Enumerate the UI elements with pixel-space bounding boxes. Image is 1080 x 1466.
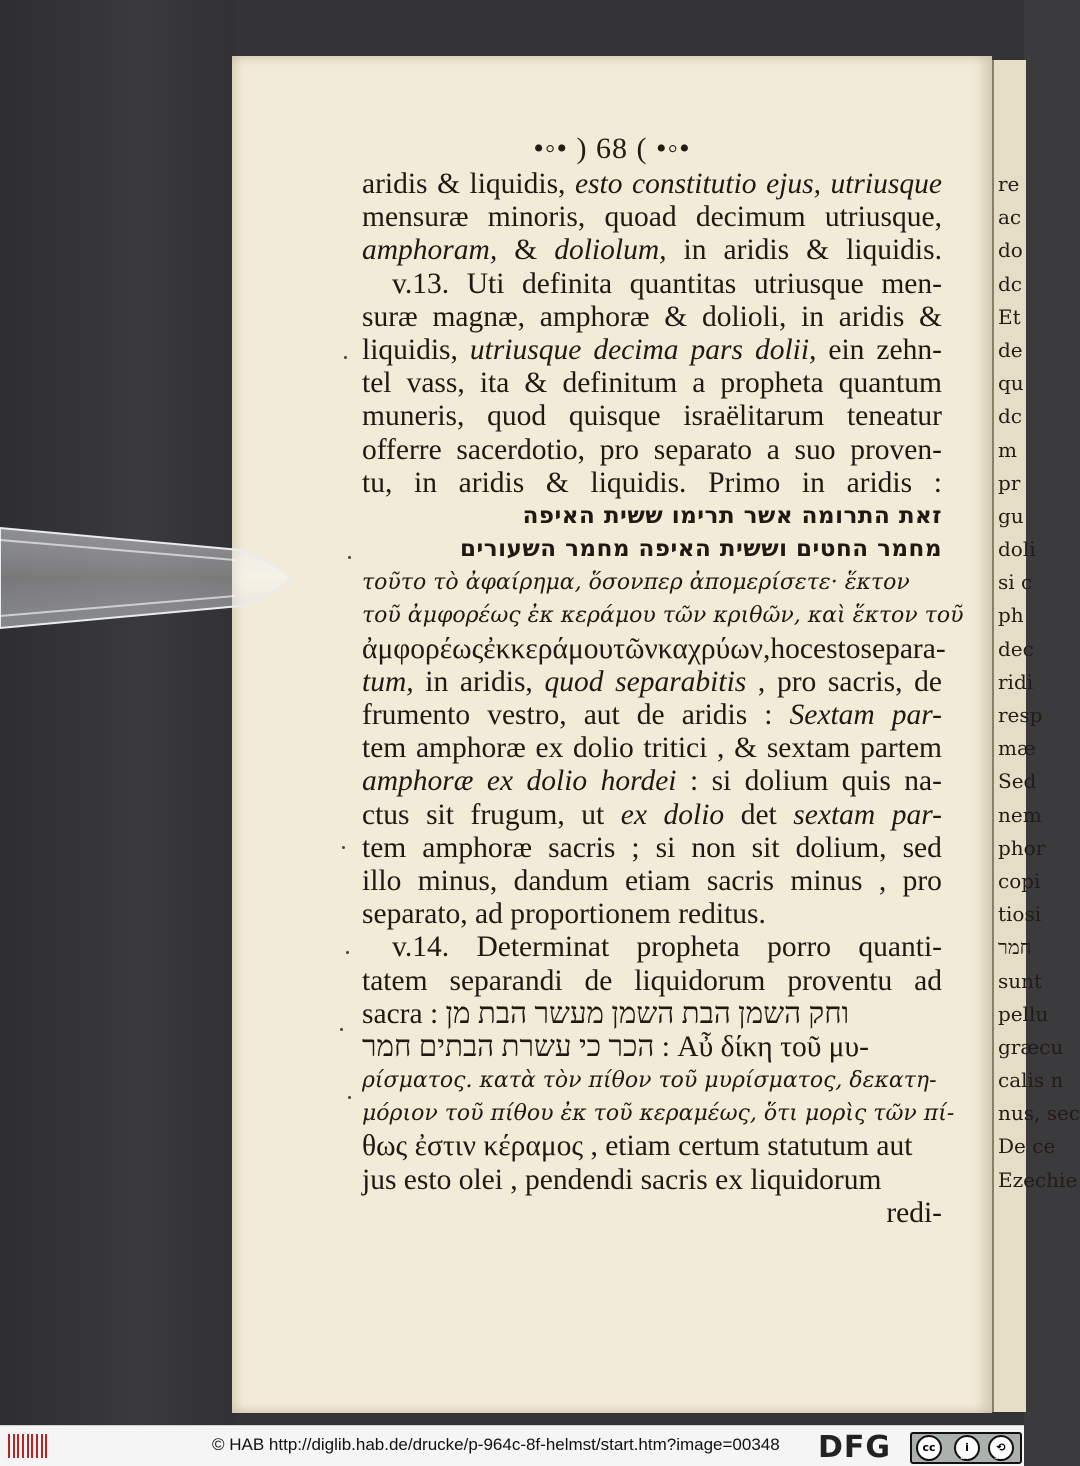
word: offerre	[362, 433, 442, 466]
word: utriusque,	[824, 201, 942, 234]
word: sacris	[706, 864, 775, 897]
margin-word: ph	[998, 603, 1024, 628]
word: tum,	[362, 665, 414, 698]
word: quoad	[604, 201, 677, 234]
word: separandi	[449, 964, 563, 997]
text-line	[362, 865, 942, 898]
word: τῶν	[613, 632, 658, 665]
word: aut	[583, 699, 620, 731]
word: illo	[362, 864, 402, 897]
text-line	[362, 367, 942, 400]
margin-word: si c	[998, 570, 1033, 595]
word: na-	[904, 765, 942, 798]
text-line	[362, 799, 942, 832]
word: amphoræ	[539, 300, 650, 333]
word: aridis	[458, 466, 525, 499]
word: tu,	[362, 466, 393, 499]
word: dolium	[744, 765, 829, 798]
word: ;	[631, 831, 640, 864]
word: aridis	[681, 699, 748, 731]
word: ad	[914, 964, 942, 997]
margin-word: tiosi	[998, 902, 1042, 927]
word: tatem	[362, 964, 428, 997]
book-page	[232, 56, 992, 1413]
text-line	[362, 965, 942, 998]
word: pro	[902, 864, 942, 897]
margin-marks	[336, 356, 356, 1256]
word: dolioli,	[701, 300, 787, 333]
text-line: separato, ad proportionem reditus.	[362, 898, 766, 931]
margin-word: pellu	[998, 1001, 1049, 1026]
word: :	[689, 765, 699, 798]
text-line	[362, 832, 942, 865]
word: ,	[757, 665, 766, 698]
catchword: redi-	[886, 1196, 942, 1229]
word: dolio	[526, 765, 588, 798]
word: doliolum,	[554, 234, 667, 267]
word: si	[711, 765, 732, 798]
word: det	[740, 798, 777, 831]
word: definita	[522, 267, 613, 300]
word: de	[636, 699, 665, 731]
text-line	[362, 434, 942, 467]
mixed-line: θως ἐστιν κέραμος , etiam certum statutum aut	[362, 1130, 913, 1163]
word: dolium,	[795, 831, 887, 864]
dfg-logo: DFG	[818, 1430, 892, 1465]
margin-word: re	[998, 172, 1020, 196]
word: liquidis,	[469, 168, 566, 200]
word: tem	[362, 732, 407, 765]
word: Uti	[466, 267, 505, 300]
word: zehn-	[876, 333, 942, 366]
hebrew-line: זאת התרומה אשר תרימו ששית האיפה	[522, 502, 942, 529]
word: quis	[841, 765, 891, 798]
mixed-line: sacra : וחק השמן הבת השמן מעשר הבת מן	[362, 997, 850, 1030]
word: sit	[751, 831, 780, 864]
word: non	[691, 831, 736, 864]
text-line	[362, 931, 942, 964]
word: hordei	[600, 765, 677, 798]
text-line	[362, 467, 942, 500]
margin-word: do	[998, 238, 1023, 263]
mixed-line: jus esto olei , pendendi sacris ex liquidorum	[362, 1163, 882, 1196]
word: liquidis.	[590, 466, 687, 499]
word: quantitas	[629, 267, 737, 300]
word: ex	[620, 798, 647, 831]
word: constitutio	[631, 168, 757, 200]
word: ita	[479, 367, 510, 400]
text-line	[362, 732, 942, 765]
word: decima	[593, 333, 679, 366]
word: israëlitarum	[683, 400, 825, 433]
attribution-icon: i	[954, 1435, 980, 1461]
text-line	[362, 201, 942, 234]
word: ἐκ	[483, 632, 511, 665]
text-line	[362, 168, 942, 201]
margin-word: m	[998, 437, 1017, 462]
word: vass,	[406, 367, 465, 400]
word: pars	[690, 333, 743, 366]
word: liquidis.	[846, 234, 942, 267]
margin-word: Ezechie	[998, 1167, 1078, 1192]
greek-line: μόριον τοῦ πίθου ἐκ τοῦ κεραμέως, ὅτι μορὶς τῶν πί-	[362, 1101, 955, 1127]
margin-word: qu	[998, 371, 1024, 396]
word: par-	[891, 798, 942, 831]
word: frumento	[362, 699, 471, 731]
word: de	[584, 964, 613, 997]
word: :	[933, 466, 942, 499]
word: quisque	[568, 400, 661, 433]
word: separato	[653, 433, 753, 466]
word: &	[514, 234, 538, 267]
word: liquidorum	[634, 964, 766, 997]
word: liquidis,	[362, 333, 458, 366]
word: v.14.	[392, 931, 450, 964]
margin-word: calis n	[998, 1068, 1064, 1093]
word: utriusque	[469, 333, 582, 366]
margin-word: sunt	[998, 968, 1043, 993]
word: frugum,	[470, 798, 565, 831]
word: ex	[535, 732, 564, 765]
word: mensuræ	[362, 201, 469, 234]
word: καχρύων,	[657, 632, 771, 665]
word: dandum	[513, 864, 609, 897]
word: separabitis	[615, 665, 747, 698]
cc-license-badge[interactable]	[910, 1432, 1022, 1464]
word: amphoræ	[362, 765, 474, 798]
word: ein	[828, 333, 865, 366]
next-page-text	[998, 168, 1080, 1197]
word: &	[919, 300, 942, 333]
word: proven-	[850, 433, 942, 466]
margin-word: mæ	[998, 736, 1036, 761]
word: sit	[426, 798, 454, 831]
text-line	[362, 400, 942, 433]
word: sextam	[793, 798, 876, 831]
word: κεράμου	[510, 632, 614, 665]
background-strip	[0, 0, 236, 1425]
word: a	[692, 367, 706, 400]
word: hoc	[770, 632, 813, 665]
word: amphoræ	[415, 732, 526, 765]
word: ex	[486, 765, 514, 798]
word: dolio	[573, 732, 634, 765]
margin-word: de	[998, 337, 1023, 362]
word: Sextam	[789, 699, 875, 731]
hab-logo	[8, 1434, 48, 1458]
word: magnæ,	[432, 300, 526, 333]
word: amphoram,	[362, 234, 498, 267]
margin-word: nus, sec	[998, 1101, 1080, 1126]
word: esto	[574, 168, 623, 200]
margin-word: חמר	[998, 935, 1032, 960]
word: &	[524, 367, 548, 400]
source-url-link[interactable]: © HAB http://diglib.hab.de/drucke/p-964c-8f-helmst/start.htm?image=00348	[212, 1435, 780, 1454]
word: sacris	[548, 831, 616, 864]
word: esto	[812, 632, 861, 665]
margin-word: dec	[998, 636, 1034, 661]
by-label: BY	[960, 1452, 970, 1461]
word: aridis	[846, 466, 913, 499]
margin-word: Sed	[998, 769, 1037, 794]
text-line	[362, 234, 942, 267]
hebrew-line: מחמר החטים וששית האיפה מחמר השעורים	[459, 536, 942, 563]
word: par-	[891, 699, 942, 731]
word: suræ	[362, 300, 418, 333]
text-line	[362, 765, 942, 798]
word: dolii,	[754, 333, 817, 366]
margin-word: ridi	[998, 669, 1034, 694]
word: &	[545, 466, 569, 499]
word: Determinat	[476, 931, 610, 964]
word: vestro,	[487, 699, 567, 731]
margin-word: De ce	[998, 1134, 1056, 1159]
word: minus,	[417, 864, 498, 897]
word: definitum	[562, 367, 678, 400]
transparent-ruler	[0, 520, 470, 640]
word: in	[683, 234, 707, 267]
word: propheta	[720, 367, 824, 400]
margin-word: gu	[998, 503, 1024, 528]
cc-icon: cc	[916, 1435, 942, 1461]
text-line	[362, 301, 942, 334]
word: etiam	[624, 864, 691, 897]
share-alike-icon: ⟲	[988, 1435, 1014, 1461]
word: pro	[599, 433, 640, 466]
text-line	[362, 666, 942, 699]
word: amphoræ	[422, 831, 533, 864]
word: sed	[902, 831, 942, 864]
text-line	[362, 334, 942, 367]
word: utriusque	[753, 267, 864, 300]
word: in	[801, 466, 825, 499]
margin-word: græcu	[998, 1034, 1064, 1059]
margin-word: phor	[998, 835, 1046, 860]
sa-label: SA	[994, 1452, 1005, 1461]
word: ,	[717, 732, 725, 765]
mixed-line: הכר כי עשרת הבתים חמר : Αὖ δίκη τοῦ μυ-	[362, 1030, 869, 1063]
margin-word: Et	[998, 304, 1021, 329]
word: minus	[790, 864, 863, 897]
word: quanti-	[858, 931, 942, 964]
word: utriusque	[830, 168, 942, 200]
margin-word: resp	[998, 703, 1043, 727]
word: separa-	[860, 632, 946, 665]
greek-line: ρίσματος. κατὰ τὸν πίθον τοῦ μυρίσματος, δεκατη-	[362, 1068, 937, 1094]
word: proventu	[787, 964, 893, 997]
margin-word: dc	[998, 404, 1023, 429]
word: quod	[544, 665, 604, 698]
word: ejus,	[766, 168, 821, 200]
body-text	[362, 168, 964, 1230]
word: aridis,	[459, 665, 533, 698]
word: :	[764, 699, 773, 731]
word: porro	[767, 931, 832, 964]
text-line	[362, 268, 942, 301]
word: men-	[881, 267, 942, 300]
viewer-footer	[0, 1425, 1024, 1466]
word: de	[914, 665, 942, 698]
word: &	[437, 168, 461, 200]
word: tritici	[643, 732, 708, 765]
word: &	[734, 732, 758, 765]
next-page-edge	[992, 60, 1080, 1412]
text-line	[362, 699, 942, 732]
margin-word: nem	[998, 802, 1042, 827]
word: partem	[860, 732, 942, 765]
word: &	[806, 234, 830, 267]
word: ἀμφορέως	[362, 632, 484, 665]
word: quod	[487, 400, 547, 433]
word: minoris,	[487, 201, 586, 234]
word: suo	[794, 433, 836, 466]
word: sextam	[766, 732, 851, 765]
word: Primo	[708, 466, 781, 499]
margin-word: doli	[998, 537, 1036, 562]
word: &	[664, 300, 688, 333]
word: si	[655, 831, 676, 864]
greek-line: τοῦ ἀμφορέως ἐκ κεράμου τῶν κριθῶν, καὶ ἕκτον τοῦ	[362, 603, 964, 629]
word: ctus	[362, 798, 410, 831]
word: sacerdotio,	[456, 433, 586, 466]
word: a	[766, 433, 780, 466]
word: teneatur	[846, 400, 942, 433]
page-header: •◦• ) 68 ( •◦•	[533, 132, 691, 165]
margin-word: pr	[998, 470, 1021, 495]
word: propheta	[636, 931, 740, 964]
greek-line: τοῦτο τὸ ἀφαίρημα, ὅσονπερ ἀπομερίσετε· ἕκτον	[362, 570, 910, 596]
word: decimum	[695, 201, 806, 234]
word: ,	[878, 864, 887, 897]
word: in	[425, 665, 449, 698]
word: in	[801, 300, 825, 333]
word: ut	[581, 798, 605, 831]
word: pro	[776, 665, 817, 698]
word: aridis	[723, 234, 790, 267]
margin-word: dc	[998, 271, 1023, 296]
word: tel	[362, 367, 392, 400]
word: sacris,	[827, 665, 903, 698]
word: aridis	[362, 168, 428, 200]
margin-word: copi	[998, 868, 1041, 893]
word: aridis	[838, 300, 905, 333]
word: in	[414, 466, 437, 499]
word: dolio	[663, 798, 725, 831]
word: quantum	[838, 367, 942, 400]
word: v.13.	[392, 267, 450, 300]
word: muneris,	[362, 400, 465, 433]
word: tem	[362, 831, 407, 864]
margin-word: ac	[998, 205, 1022, 230]
